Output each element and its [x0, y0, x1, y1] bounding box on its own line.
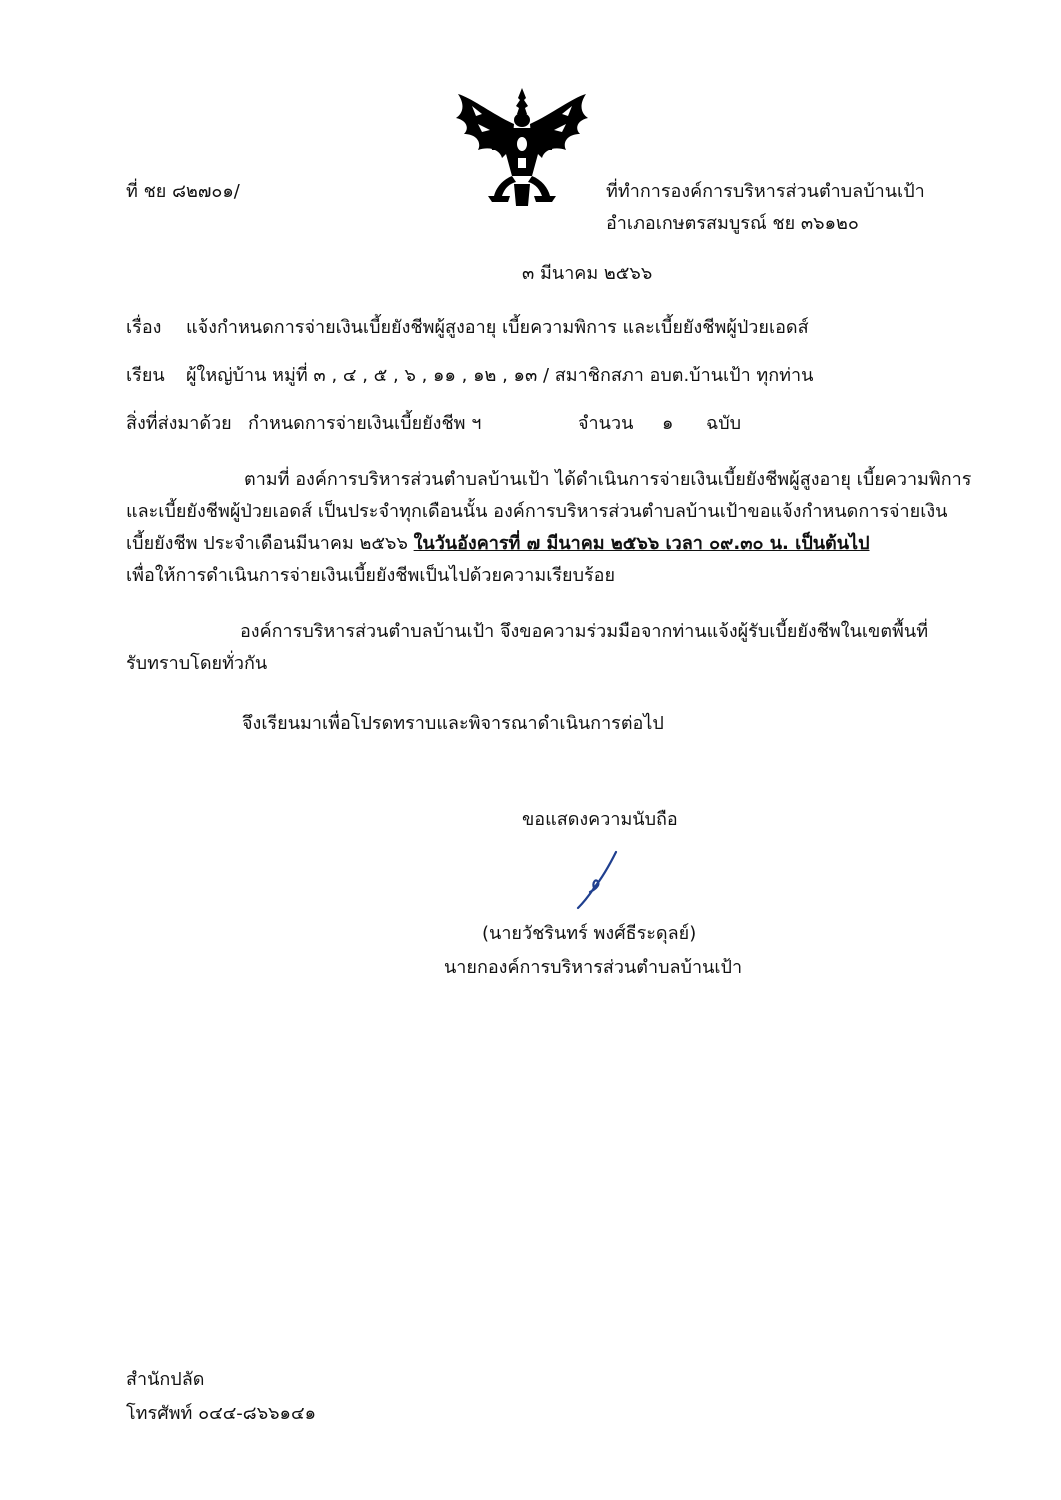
closing-request: จึงเรียนมาเพื่อโปรดทราบและพิจารณาดำเนินการต่อไป: [242, 713, 664, 734]
para1-line1: ตามที่ องค์การบริหารส่วนตำบลบ้านเป้า ได้ดำเนินการจ่ายเงินเบี้ยยังชีพผู้สูงอายุ เบี้ยความพิการ: [244, 469, 972, 490]
footer-phone: โทรศัพท์ ๐๔๔-๘๖๖๑๔๑: [126, 1403, 317, 1424]
subject-label: เรื่อง: [126, 317, 162, 338]
subject-text: แจ้งกำหนดการจ่ายเงินเบี้ยยังชีพผู้สูงอายุ เบี้ยความพิการ และเบี้ยยังชีพผู้ป่วยเอดส์: [186, 317, 809, 338]
footer-office: สำนักปลัด: [126, 1369, 205, 1390]
para1-line2: และเบี้ยยังชีพผู้ป่วยเอดส์ เป็นประจำทุกเดือนนั้น องค์การบริหารส่วนตำบลบ้านเป้าขอแจ้งกำหนดการจ่ายเงิน: [126, 501, 948, 522]
enclosure-label: สิ่งที่ส่งมาด้วย: [126, 413, 232, 434]
org-address-line2: อำเภอเกษตรสมบูรณ์ ชย ๓๖๑๒๐: [606, 213, 859, 234]
signatory-name: (นายวัชรินทร์ พงศ์ธีระดุลย์): [482, 923, 697, 944]
enclosure-unit: ฉบับ: [706, 413, 742, 434]
para2-line1: องค์การบริหารส่วนตำบลบ้านเป้า จึงขอความร่วมมือจากท่านแจ้งผู้รับเบี้ยยังชีพในเขตพื้นที่: [240, 621, 929, 642]
body-paragraph-1: [126, 464, 972, 592]
org-address-line1: ที่ทำการองค์การบริหารส่วนตำบลบ้านเป้า: [606, 181, 925, 202]
document-date: ๓ มีนาคม ๒๕๖๖: [522, 263, 653, 284]
payment-date-emphasis: ในวันอังคารที่ ๗ มีนาคม ๒๕๖๖ เวลา ๐๙.๓๐ น. เป็นต้นไป: [413, 533, 870, 554]
recipient-text: ผู้ใหญ่บ้าน หมู่ที่ ๓ , ๔ , ๕ , ๖ , ๑๑ , ๑๒ , ๑๓ / สมาชิกสภา อบต.บ้านเป้า ทุกท่าน: [186, 365, 814, 386]
garuda-emblem-icon: [452, 84, 592, 210]
para1-line4: เพื่อให้การดำเนินการจ่ายเงินเบี้ยยังชีพเป็นไปด้วยความเรียบร้อย: [126, 565, 616, 586]
para2-line2: รับทราบโดยทั่วกัน: [126, 653, 268, 674]
handwritten-signature: [572, 848, 622, 912]
enclosure-item: กำหนดการจ่ายเงินเบี้ยยังชีพ ฯ: [248, 413, 482, 434]
signatory-position: นายกองค์การบริหารส่วนตำบลบ้านเป้า: [444, 957, 743, 978]
para1-line3: [126, 528, 962, 560]
document-ref-number: ที่ ชย ๘๒๗๐๑/: [126, 181, 240, 202]
enclosure-qty-label: จำนวน: [578, 413, 634, 434]
enclosure-qty: ๑: [662, 413, 674, 434]
closing-salutation: ขอแสดงความนับถือ: [522, 809, 678, 830]
body-paragraph-2: [126, 616, 962, 680]
para1-line3-plain: เบี้ยยังชีพ ประจำเดือนมีนาคม ๒๕๖๖: [126, 533, 414, 554]
recipient-label: เรียน: [126, 365, 165, 386]
